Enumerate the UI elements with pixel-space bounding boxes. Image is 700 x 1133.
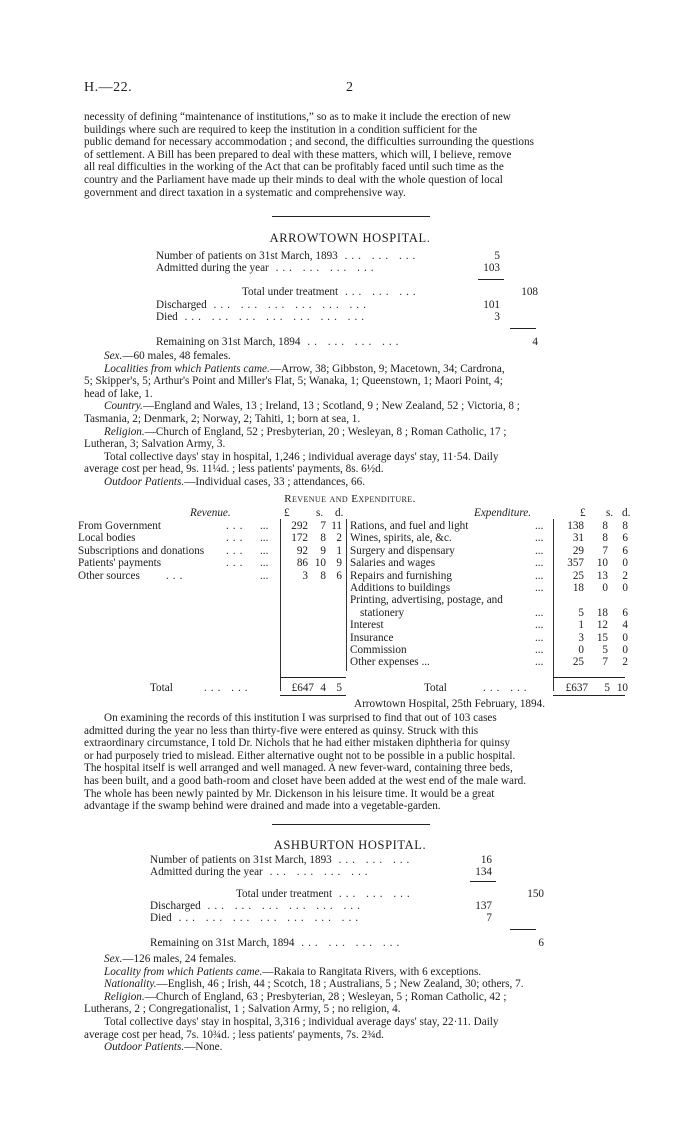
- remark-line: The whole has been newly painted by Mr. Dickenson in his leisure time. It would be a great: [84, 787, 495, 800]
- arrowtown-remarks: [84, 712, 620, 813]
- expenditure-pence: 0: [622, 557, 628, 570]
- expenditure-item-label: Repairs and furnishing: [350, 569, 452, 582]
- remark-line: admitted during the year no less than thirty-five were entered as quinsy. Struck with this: [84, 724, 479, 737]
- stat-label: Number of patients on 31st March, 1893: [150, 854, 332, 866]
- expenditure-total-pounds: £637: [565, 682, 588, 694]
- expenditure-pounds: 5: [578, 606, 584, 619]
- expenditure-shillings: 5: [602, 644, 608, 656]
- revenue-total-shillings: 4: [320, 682, 326, 694]
- leader-dots: ...: [260, 520, 269, 532]
- leader-dots: ... ...: [483, 682, 531, 694]
- expenditure-item-label: Other expenses ...: [350, 656, 430, 669]
- expenditure-item-label: Commission: [350, 644, 407, 656]
- locality-label: Locality from which Patients came.: [104, 965, 263, 978]
- intro-paragraph: [84, 111, 620, 199]
- stat-value: 101: [483, 299, 500, 311]
- money-column-rule: [280, 519, 281, 691]
- leader-dots: ...: [535, 544, 544, 557]
- country-value: —England and Wales, 13 ; Ireland, 13 ; Scotland, 9 ; New Zealand, 52 ; Victoria, 8 ;: [142, 400, 520, 413]
- stat-value: 4: [532, 336, 538, 348]
- revenue-shillings: 7: [320, 520, 326, 532]
- stay-text: average cost per head, 7s. 10¾d. ; less patients' payments, 7s. 2¾d.: [84, 1028, 384, 1041]
- ashburton-title: ASHBURTON HOSPITAL.: [273, 838, 427, 852]
- locality-value: —Rakaia to Rangitata Rivers, with 6 exceptions.: [262, 965, 482, 978]
- stat-label: Died: [156, 311, 178, 323]
- religion-value: —Church of England, 52 ; Presbyterian, 20 ; Wesleyan, 8 ; Roman Catholic, 17 ;: [144, 425, 507, 438]
- revenue-pounds: 86: [296, 557, 308, 570]
- expenditure-shillings: 7: [602, 544, 608, 557]
- pounds-heading: £: [580, 507, 586, 519]
- total-rule: [553, 695, 625, 696]
- stat-value: 3: [494, 311, 500, 323]
- column-divider: [346, 519, 347, 671]
- expenditure-item-label: Printing, advertising, postage, and: [350, 594, 503, 607]
- expenditure-heading: Expenditure.: [474, 507, 532, 519]
- leader-dots: ...: [166, 569, 187, 582]
- intro-line: necessity of defining “maintenance of institutions,” so as to make it include the erection of new: [84, 111, 511, 123]
- document-reference: H.—22.: [84, 80, 133, 95]
- expenditure-item-label: Wines, spirits, ale, &c.: [350, 532, 452, 545]
- shillings-heading: s.: [606, 507, 614, 519]
- stay-text: Total collective days' stay in hospital, 1,246 ; individual average days' stay, 11·54. Daily: [104, 450, 499, 463]
- stat-value: 134: [475, 866, 492, 878]
- expenditure-shillings: 0: [602, 582, 608, 594]
- stay-text: Total collective days' stay in hospital, 3,316 ; individual average days' stay, 22·11. Daily: [104, 1015, 499, 1028]
- expenditure-pounds: 31: [572, 532, 584, 545]
- expenditure-item-label: Additions to buildings: [350, 582, 451, 594]
- leader-dots: ...: [535, 582, 544, 594]
- expenditure-item-label: Surgery and dispensary: [350, 544, 455, 557]
- expenditure-pence: 0: [622, 644, 628, 656]
- arrowtown-details: [84, 350, 620, 489]
- stat-label: Admitted during the year: [150, 866, 263, 878]
- expenditure-item-label: Rations, and fuel and light: [350, 520, 469, 532]
- total-rule: [280, 677, 346, 678]
- revenue-item-label: Patients' payments: [78, 557, 162, 570]
- expenditure-pence: 2: [622, 569, 628, 582]
- localities-value: —Arrow, 38; Gibbston, 9; Macetown, 34; Cardrona,: [269, 362, 505, 375]
- stat-label: Admitted during the year: [156, 262, 269, 274]
- revenue-pence: 11: [331, 520, 342, 532]
- remark-line: On examining the records of this institution I was surprised to find that out of 103 cases: [104, 712, 497, 724]
- intro-line: of settlement. A Bill has been prepared to deal with these matters, which will, I believe, remove: [84, 148, 512, 161]
- pence-heading: d.: [622, 507, 631, 519]
- sex-value: —60 males, 48 females.: [122, 350, 231, 362]
- remark-line: advantage if the swamp behind were drained and made into a vegetable-garden.: [84, 800, 441, 813]
- revenue-pence: 6: [336, 569, 342, 582]
- stat-value: 150: [527, 888, 544, 900]
- stat-label: Remaining on 31st March, 1894: [150, 937, 295, 949]
- stat-value: 103: [483, 262, 500, 274]
- revenue-shillings: 9: [320, 544, 326, 557]
- leader-dots: ...: [535, 619, 544, 632]
- shillings-heading: s.: [316, 507, 324, 519]
- revenue-pence: 9: [336, 557, 342, 570]
- expenditure-total-pence: 10: [616, 682, 628, 694]
- localities-value: head of lake, 1.: [84, 387, 153, 400]
- outdoor-value: —Individual cases, 33 ; attendances, 66.: [184, 475, 366, 488]
- expenditure-pounds: 25: [572, 656, 584, 669]
- expenditure-item-label: Insurance: [350, 631, 394, 644]
- nationality-label: Nationality.: [104, 978, 157, 991]
- leader-dots: ...: [535, 656, 544, 669]
- expenditure-pounds: 357: [567, 557, 584, 570]
- expenditure-pounds: 1: [578, 619, 584, 632]
- intro-line: all real difficulties in the working of the Act that can be profitably faced until such time as the: [84, 161, 504, 174]
- total-rule: [280, 695, 346, 696]
- revenue-heading: Revenue.: [190, 507, 231, 519]
- total-rule: [553, 677, 625, 678]
- revenue-expenditure-title: Revenue and Expenditure.: [284, 493, 416, 505]
- stat-label: Number of patients on 31st March, 1893: [156, 250, 338, 262]
- leader-dots: ...: [226, 544, 247, 557]
- section-divider: [272, 216, 430, 217]
- religion-value: Lutherans, 2 ; Congregationalist, 1 ; Salvation Army, 5 ; no religion, 4.: [84, 1003, 401, 1016]
- revenue-item-label: Subscriptions and donations: [78, 544, 205, 557]
- expenditure-pounds: 3: [578, 631, 584, 644]
- revenue-total-pounds: £647: [291, 682, 314, 694]
- remark-line: or had purposely tried to mislead. Either alternative ought not to be possible in a public hospital.: [84, 749, 516, 762]
- expenditure-shillings: 12: [596, 619, 608, 632]
- stat-value: 6: [538, 937, 544, 949]
- expenditure-item-label: Interest: [350, 619, 384, 632]
- stay-text: average cost per head, 9s. 11¼d. ; less patients' payments, 8s. 6½d.: [84, 463, 384, 476]
- arrowtown-title: ARROWTOWN HOSPITAL.: [269, 231, 431, 245]
- expenditure-pence: 6: [622, 532, 628, 545]
- leader-dots: ...: [226, 557, 247, 570]
- outdoor-label: Outdoor Patients.: [104, 475, 185, 488]
- pounds-heading: £: [284, 507, 290, 519]
- expenditure-shillings: 18: [596, 606, 608, 619]
- revenue-shillings: 8: [320, 532, 326, 545]
- remark-line: has been built, and a good bath-room and closet have been added at the west end of the male ward.: [84, 774, 527, 787]
- leader-dots: ...: [535, 644, 544, 656]
- stat-value: 7: [486, 912, 492, 924]
- nationality-value: —English, 46 ; Irish, 44 ; Scotch, 18 ; Australians, 5 ; New Zealand, 30; others, 7.: [156, 978, 524, 991]
- localities-value: 5; Skipper's, 5; Arthur's Point and Miller's Flat, 5; Wanaka, 1; Queenstown, 1; Maori Point, 4;: [84, 375, 503, 388]
- leader-dots: ...: [535, 532, 544, 545]
- expenditure-pounds: 138: [567, 520, 584, 532]
- expenditure-pence: 2: [622, 656, 628, 669]
- revenue-pounds: 3: [302, 569, 308, 582]
- expenditure-pounds: 29: [572, 544, 584, 557]
- leader-dots: ...: [260, 569, 269, 582]
- outdoor-value: —None.: [184, 1041, 223, 1054]
- revenue-total-pence: 5: [336, 682, 342, 694]
- pence-heading: d.: [335, 507, 344, 519]
- intro-line: government and direct taxation in a systematic and comprehensive way.: [84, 186, 406, 199]
- revenue-item-label: Local bodies: [78, 532, 136, 545]
- country-value: Tasmania, 2; Denmark, 2; Norway, 2; Tahiti, 1; born at sea, 1.: [84, 412, 361, 425]
- country-label: Country.: [104, 400, 143, 413]
- expenditure-pounds: 18: [572, 582, 584, 594]
- stat-label: Total under treatment: [242, 286, 339, 298]
- stat-value: 137: [475, 900, 492, 912]
- sum-rule: [470, 881, 496, 882]
- revenue-total-label: Total: [150, 682, 173, 694]
- revenue-item-label: Other sources: [78, 569, 140, 582]
- stat-value: 108: [521, 286, 538, 298]
- expenditure-pence: 0: [622, 582, 628, 594]
- outdoor-label: Outdoor Patients.: [104, 1041, 185, 1054]
- leader-dots: ...: [535, 520, 544, 532]
- sex-label: Sex.: [104, 953, 123, 965]
- stat-label: Discharged: [150, 900, 201, 912]
- page-number: 2: [346, 80, 353, 95]
- dateline: Arrowtown Hospital, 25th February, 1894.: [354, 698, 545, 710]
- revenue-shillings: 8: [320, 569, 326, 582]
- stat-value: 5: [494, 250, 500, 262]
- sex-label: Sex.: [104, 350, 123, 362]
- revenue-pounds: 92: [296, 544, 308, 557]
- remark-line: extraordinary circumstance, I told Dr. Nichols that he had either mistaken diphtheria for quinsy: [84, 737, 510, 750]
- expenditure-shillings: 15: [596, 631, 608, 644]
- expenditure-item-label: Salaries and wages: [350, 557, 436, 570]
- revenue-pence: 2: [336, 532, 342, 545]
- religion-value: Lutheran, 3; Salvation Army, 3.: [84, 438, 226, 451]
- leader-dots: ...: [535, 631, 544, 644]
- revenue-shillings: 10: [314, 557, 326, 570]
- expenditure-shillings: 8: [602, 532, 608, 545]
- expenditure-pence: 6: [622, 606, 628, 619]
- expenditure-shillings: 7: [602, 656, 608, 669]
- leader-dots: ...: [260, 557, 269, 570]
- expenditure-pence: 8: [622, 520, 628, 532]
- leader-dots: ...: [535, 569, 544, 582]
- intro-line: buildings where such are required to keep the institution in a condition sufficient for the: [84, 123, 478, 136]
- expenditure-pence: 0: [622, 631, 628, 644]
- money-column-rule: [553, 519, 554, 691]
- ashburton-details: [84, 953, 620, 1054]
- intro-line: public demand for necessary accommodation ; and second, the difficulties surrounding the questions: [84, 136, 534, 149]
- stat-value: 16: [480, 854, 492, 866]
- leader-dots: ...: [535, 557, 544, 570]
- revenue-item-label: From Government: [78, 520, 161, 532]
- stat-label: Discharged: [156, 299, 207, 311]
- expenditure-shillings: 8: [602, 520, 608, 532]
- leader-dots: ...: [260, 532, 269, 545]
- sum-rule: [510, 328, 536, 329]
- section-divider: [272, 824, 430, 825]
- stat-label: Died: [150, 912, 172, 924]
- intro-line: country and the Parliament have made up their minds to deal with the whole question of local: [84, 173, 503, 186]
- expenditure-pounds: 25: [572, 569, 584, 582]
- expenditure-total-shillings: 5: [604, 682, 610, 694]
- religion-label: Religion.: [104, 425, 145, 438]
- expenditure-item-label: stationery: [360, 606, 405, 619]
- expenditure-shillings: 13: [596, 569, 608, 582]
- religion-value: —Church of England, 63 ; Presbyterian, 28 ; Wesleyan, 5 ; Roman Catholic, 42 ;: [144, 990, 507, 1003]
- stat-label: Total under treatment: [236, 888, 333, 900]
- leader-dots: ...: [226, 520, 247, 532]
- revenue-pence: 1: [336, 544, 342, 557]
- expenditure-shillings: 10: [596, 557, 608, 570]
- revenue-pounds: 172: [291, 532, 308, 545]
- expenditure-pence: 4: [622, 619, 628, 632]
- religion-label: Religion.: [104, 990, 145, 1003]
- leader-dots: ... ...: [204, 682, 252, 694]
- revenue-pounds: 292: [291, 520, 308, 532]
- sum-rule: [478, 279, 504, 280]
- leader-dots: ...: [535, 606, 544, 619]
- stat-label: Remaining on 31st March, 1894: [156, 336, 301, 348]
- expenditure-total-label: Total: [424, 682, 447, 694]
- sum-rule: [510, 929, 536, 930]
- remark-line: The hospital itself is well arranged and well managed. A new fever-ward, containing three beds,: [84, 762, 513, 775]
- sex-value: —126 males, 24 females.: [122, 953, 237, 965]
- leader-dots: ...: [260, 544, 269, 557]
- expenditure-pounds: 0: [578, 644, 584, 656]
- leader-dots: ...: [226, 532, 247, 545]
- localities-label: Localities from which Patients came.: [104, 362, 270, 375]
- expenditure-pence: 6: [622, 544, 628, 557]
